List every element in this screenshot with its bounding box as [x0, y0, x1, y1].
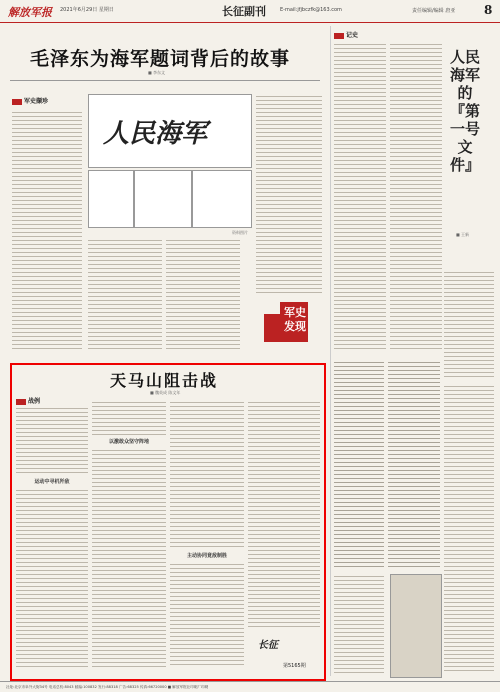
main-article-author: ■ 李东文 — [148, 70, 166, 75]
article-text-column — [16, 488, 88, 668]
article-text-column — [12, 110, 82, 350]
tianma-title: 天马山阻击战 — [110, 371, 219, 390]
calligraphy-photo — [88, 94, 252, 168]
main-article-title: 毛泽东为海军题词背后的故事 — [30, 48, 291, 70]
section-label-jishi: 记史 — [334, 30, 358, 39]
calligraphy-photo-3 — [134, 170, 192, 228]
article-text-column — [390, 42, 442, 352]
calligraphy-photo-2 — [88, 170, 134, 228]
editors: 责任编辑/编辑 唐亚 — [412, 8, 456, 14]
article-text-column — [334, 574, 384, 676]
article-text-column — [334, 360, 384, 570]
article-text-column — [166, 238, 240, 350]
section-name: 长征副刊 — [222, 5, 266, 18]
subheading-3: 主动协同竟敌制胜 — [186, 553, 227, 559]
page-number: 8 — [484, 3, 493, 17]
calligraphy-text: 人民海军 — [103, 119, 208, 149]
editor-signature: 长征 — [258, 640, 278, 651]
badge-text-2: 发现 — [284, 320, 306, 333]
article-text-column — [170, 400, 244, 550]
article-text-column — [92, 448, 166, 668]
subheading-2: 以激敢众坚守阵地 — [108, 439, 149, 445]
badge-text-1: 军史 — [284, 306, 306, 319]
issue-number: 第5165期 — [283, 663, 306, 669]
tianma-author: ■ 魏英成 陈文年 — [150, 390, 181, 395]
article-text-column — [388, 360, 440, 570]
masthead: 解放军报 — [8, 6, 52, 19]
article-text-column — [88, 238, 162, 350]
right-feature-title: 人民海军的『第一号文件』 — [450, 48, 481, 174]
section-mark-icon — [12, 99, 22, 105]
section-label-junshi: 军史撷珍 — [12, 96, 48, 105]
article-text-column — [444, 270, 494, 380]
section-mark-icon — [334, 33, 344, 39]
junshi-faxian-badge — [262, 300, 324, 346]
article-text-column — [16, 406, 88, 476]
column-separator — [330, 26, 331, 676]
calligraphy-photo-4 — [192, 170, 252, 228]
section-label-zhanli: 战例 — [16, 396, 40, 405]
article-text-column — [256, 94, 322, 294]
subheading-1: 运动中寻机歼敌 — [34, 479, 70, 485]
section-mark-icon — [16, 399, 26, 405]
issue-date: 2021年6月29日 星期日 — [60, 7, 114, 13]
article-text-column — [92, 400, 166, 436]
divider — [10, 80, 320, 81]
document-photo — [390, 574, 442, 678]
article-text-column — [248, 400, 320, 630]
article-text-column — [444, 384, 494, 674]
article-text-column — [334, 42, 386, 352]
page-footer: 社址:北京市阜外大街34号 电话总机:8043 邮编:100832 发行:88318 广告:68325 传真:66720000 ■ 解放军报社印刷厂印刷 — [0, 681, 500, 691]
article-text-column — [170, 562, 244, 668]
right-feature-byline: ■ 王新 — [456, 232, 470, 237]
photo-credit: 资料图片 — [232, 230, 248, 235]
section-email: E-mail:jfjbczfk@163.com — [280, 7, 342, 13]
